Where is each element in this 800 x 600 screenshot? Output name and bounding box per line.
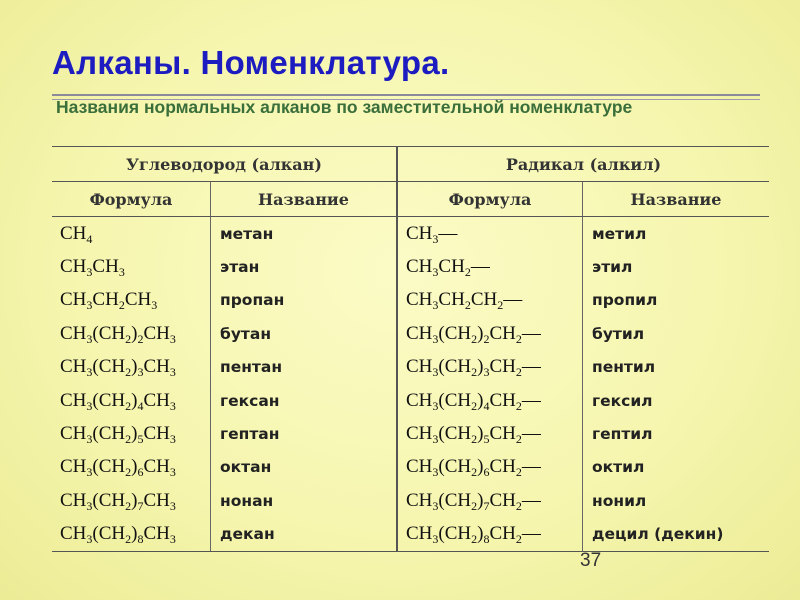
formula-subscript: 3: [151, 298, 158, 313]
formula-subscript: 2: [515, 432, 522, 447]
formula-subscript: 2: [515, 465, 522, 480]
formula-text: CH: [60, 389, 87, 411]
formula-text: CH: [406, 289, 433, 311]
formula-subscript: 3: [86, 465, 93, 480]
formula-subscript: 2: [515, 532, 522, 547]
radical-name-cell: децил (декин): [583, 518, 770, 552]
formula-text: CH: [60, 523, 87, 545]
formula-text: (CH: [92, 322, 126, 344]
formula-subscript: 3: [137, 365, 144, 380]
formula-text: —: [470, 256, 490, 278]
formula-text: CH: [143, 322, 170, 344]
formula-text: (CH: [438, 423, 472, 445]
formula-subscript: 2: [464, 265, 471, 280]
formula-text: —: [521, 356, 541, 378]
formula-text: —: [521, 523, 541, 545]
radical-name-cell: нонил: [583, 484, 770, 517]
alkane-name-cell: нонан: [211, 484, 398, 517]
alkane-formula-cell: [52, 451, 211, 484]
formula-text: ): [477, 456, 484, 478]
formula-text: —: [521, 322, 541, 344]
formula-text: ): [131, 389, 138, 411]
formula-subscript: 4: [483, 398, 490, 413]
formula-subscript: 3: [118, 265, 125, 280]
formula-subscript: 3: [169, 498, 176, 513]
formula-subscript: 2: [125, 331, 132, 346]
formula-subscript: 2: [471, 432, 478, 447]
table-row: [52, 317, 769, 350]
formula-text: CH: [60, 289, 87, 311]
column-header-radical-formula: Формула: [397, 182, 583, 217]
page-number: 37: [580, 550, 602, 571]
formula-text: CH: [489, 489, 516, 511]
alkane-name-cell: октан: [211, 451, 398, 484]
formula-subscript: 2: [471, 465, 478, 480]
formula-subscript: 3: [169, 532, 176, 547]
formula-text: CH: [92, 256, 119, 278]
radical-name-cell: пропил: [583, 284, 770, 317]
table-row: [52, 451, 769, 484]
alkane-formula-cell: [52, 250, 211, 283]
alkane-name-cell: пентан: [211, 351, 398, 384]
formula-subscript: 3: [432, 432, 439, 447]
formula-text: (CH: [438, 356, 472, 378]
alkane-formula-cell: [52, 417, 211, 450]
table-row: [52, 518, 769, 552]
formula-text: CH: [143, 356, 170, 378]
formula-subscript: 7: [483, 498, 490, 513]
formula-subscript: 3: [86, 498, 93, 513]
formula-text: (CH: [92, 489, 126, 511]
formula-subscript: 2: [125, 498, 132, 513]
formula-text: CH: [60, 489, 87, 511]
formula-subscript: 2: [125, 398, 132, 413]
formula-subscript: 3: [169, 465, 176, 480]
formula-text: CH: [143, 523, 170, 545]
formula-text: (CH: [438, 523, 472, 545]
alkane-formula-cell: [52, 384, 211, 417]
alkane-formula-cell: [52, 217, 211, 251]
nomenclature-table: [52, 146, 769, 552]
alkane-formula-cell: [52, 284, 211, 317]
table-row: [52, 217, 769, 251]
alkane-name-cell: гептан: [211, 417, 398, 450]
formula-text: CH: [60, 222, 87, 244]
table-row: [52, 484, 769, 517]
formula-subscript: 3: [86, 331, 93, 346]
alkane-formula-cell: [52, 484, 211, 517]
formula-subscript: 7: [137, 498, 144, 513]
formula-text: ): [131, 456, 138, 478]
radical-name-cell: гексил: [583, 384, 770, 417]
formula-subscript: 3: [432, 231, 439, 246]
formula-text: —: [438, 222, 458, 244]
formula-subscript: 2: [515, 365, 522, 380]
formula-text: CH: [60, 356, 87, 378]
formula-subscript: 2: [471, 498, 478, 513]
formula-subscript: 2: [464, 298, 471, 313]
formula-subscript: 3: [432, 532, 439, 547]
formula-text: CH: [406, 389, 433, 411]
formula-text: CH: [438, 289, 465, 311]
table-row: [52, 417, 769, 450]
alkane-name-cell: бутан: [211, 317, 398, 350]
formula-subscript: 4: [86, 231, 93, 246]
formula-subscript: 4: [137, 398, 144, 413]
formula-text: CH: [406, 222, 433, 244]
formula-subscript: 8: [483, 532, 490, 547]
formula-text: —: [521, 456, 541, 478]
formula-text: CH: [406, 489, 433, 511]
slide-title: Алканы. Номенклатура.: [52, 44, 450, 81]
radical-formula-cell: [397, 284, 583, 317]
alkane-formula-cell: [52, 317, 211, 350]
formula-subscript: 6: [483, 465, 490, 480]
formula-text: —: [521, 423, 541, 445]
formula-subscript: 2: [515, 331, 522, 346]
formula-text: CH: [60, 256, 87, 278]
formula-text: —: [521, 389, 541, 411]
formula-text: ): [477, 523, 484, 545]
formula-text: CH: [143, 389, 170, 411]
alkane-formula-cell: [52, 518, 211, 552]
formula-subscript: 2: [483, 331, 490, 346]
radical-name-cell: пентил: [583, 351, 770, 384]
formula-subscript: 3: [86, 432, 93, 447]
alkane-name-cell: этан: [211, 250, 398, 283]
formula-text: ): [477, 389, 484, 411]
formula-subscript: 3: [483, 365, 490, 380]
formula-text: CH: [438, 256, 465, 278]
formula-subscript: 8: [137, 532, 144, 547]
column-header-radical-name: Название: [583, 182, 770, 217]
radical-name-cell: октил: [583, 451, 770, 484]
radical-formula-cell: [397, 484, 583, 517]
formula-text: ): [477, 489, 484, 511]
formula-text: (CH: [92, 456, 126, 478]
formula-text: CH: [60, 456, 87, 478]
formula-text: —: [503, 289, 523, 311]
table-row: [52, 284, 769, 317]
formula-subscript: 3: [432, 265, 439, 280]
formula-text: (CH: [438, 489, 472, 511]
radical-formula-cell: [397, 384, 583, 417]
radical-formula-cell: [397, 351, 583, 384]
formula-text: —: [521, 489, 541, 511]
formula-text: CH: [60, 423, 87, 445]
formula-subscript: 3: [86, 398, 93, 413]
formula-text: ): [131, 423, 138, 445]
formula-subscript: 2: [125, 432, 132, 447]
formula-text: CH: [406, 423, 433, 445]
formula-text: CH: [406, 356, 433, 378]
alkane-formula-cell: [52, 351, 211, 384]
formula-subscript: 2: [471, 365, 478, 380]
formula-text: CH: [143, 456, 170, 478]
radical-formula-cell: [397, 518, 583, 552]
formula-text: CH: [143, 489, 170, 511]
formula-text: CH: [406, 523, 433, 545]
formula-text: CH: [470, 289, 498, 311]
formula-text: CH: [406, 456, 433, 478]
formula-subscript: 2: [137, 331, 144, 346]
column-header-alkane-name: Название: [211, 182, 398, 217]
formula-subscript: 3: [86, 365, 93, 380]
formula-subscript: 3: [432, 298, 439, 313]
formula-text: CH: [60, 322, 87, 344]
formula-subscript: 2: [471, 532, 478, 547]
column-header-alkane-formula: Формула: [52, 182, 211, 217]
formula-text: (CH: [92, 389, 126, 411]
table-row: [52, 384, 769, 417]
formula-subscript: 3: [86, 298, 93, 313]
formula-subscript: 3: [86, 532, 93, 547]
table-body: [52, 217, 769, 552]
alkane-name-cell: метан: [211, 217, 398, 251]
formula-subscript: 3: [432, 498, 439, 513]
formula-subscript: 3: [169, 398, 176, 413]
formula-subscript: 3: [169, 331, 176, 346]
group-header-alkane: Углеводород (алкан): [52, 147, 397, 182]
radical-name-cell: бутил: [583, 317, 770, 350]
radical-name-cell: метил: [583, 217, 770, 251]
formula-subscript: 6: [137, 465, 144, 480]
formula-text: ): [131, 356, 138, 378]
formula-subscript: 2: [125, 365, 132, 380]
formula-subscript: 2: [497, 298, 504, 313]
formula-text: CH: [489, 456, 516, 478]
formula-subscript: 2: [471, 331, 478, 346]
formula-text: ): [477, 356, 484, 378]
radical-formula-cell: [397, 417, 583, 450]
radical-formula-cell: [397, 250, 583, 283]
formula-subscript: 3: [86, 265, 93, 280]
formula-subscript: 2: [515, 398, 522, 413]
group-header-radical: Радикал (алкил): [397, 147, 769, 182]
formula-text: CH: [406, 322, 433, 344]
radical-formula-cell: [397, 451, 583, 484]
formula-text: CH: [143, 423, 170, 445]
formula-subscript: 3: [432, 331, 439, 346]
formula-text: ): [131, 523, 138, 545]
alkane-name-cell: декан: [211, 518, 398, 552]
formula-subscript: 3: [169, 365, 176, 380]
radical-formula-cell: [397, 217, 583, 251]
formula-subscript: 2: [118, 298, 125, 313]
radical-name-cell: этил: [583, 250, 770, 283]
formula-subscript: 3: [432, 398, 439, 413]
formula-text: CH: [489, 423, 516, 445]
formula-subscript: 2: [471, 398, 478, 413]
alkane-name-cell: пропан: [211, 284, 398, 317]
formula-subscript: 3: [169, 432, 176, 447]
table-row: [52, 351, 769, 384]
formula-text: (CH: [438, 322, 472, 344]
formula-text: CH: [489, 322, 516, 344]
radical-name-cell: гептил: [583, 417, 770, 450]
radical-formula-cell: [397, 317, 583, 350]
table-row: [52, 250, 769, 283]
formula-text: ): [477, 423, 484, 445]
formula-text: (CH: [92, 523, 126, 545]
formula-text: (CH: [92, 356, 126, 378]
formula-text: CH: [489, 389, 516, 411]
formula-text: CH: [489, 523, 516, 545]
formula-subscript: 5: [137, 432, 144, 447]
formula-subscript: 2: [515, 498, 522, 513]
formula-text: (CH: [92, 423, 126, 445]
formula-subscript: 2: [125, 465, 132, 480]
formula-subscript: 3: [432, 465, 439, 480]
formula-text: CH: [124, 289, 152, 311]
formula-text: ): [477, 322, 484, 344]
formula-text: CH: [489, 356, 516, 378]
slide-subtitle: Названия нормальных алканов по заместительной номенклатуре: [56, 97, 633, 117]
formula-text: ): [131, 322, 138, 344]
formula-text: (CH: [438, 389, 472, 411]
formula-subscript: 3: [432, 365, 439, 380]
formula-text: CH: [92, 289, 119, 311]
formula-text: (CH: [438, 456, 472, 478]
formula-subscript: 2: [125, 532, 132, 547]
formula-text: CH: [406, 256, 433, 278]
alkane-name-cell: гексан: [211, 384, 398, 417]
formula-text: ): [131, 489, 138, 511]
formula-subscript: 5: [483, 432, 490, 447]
